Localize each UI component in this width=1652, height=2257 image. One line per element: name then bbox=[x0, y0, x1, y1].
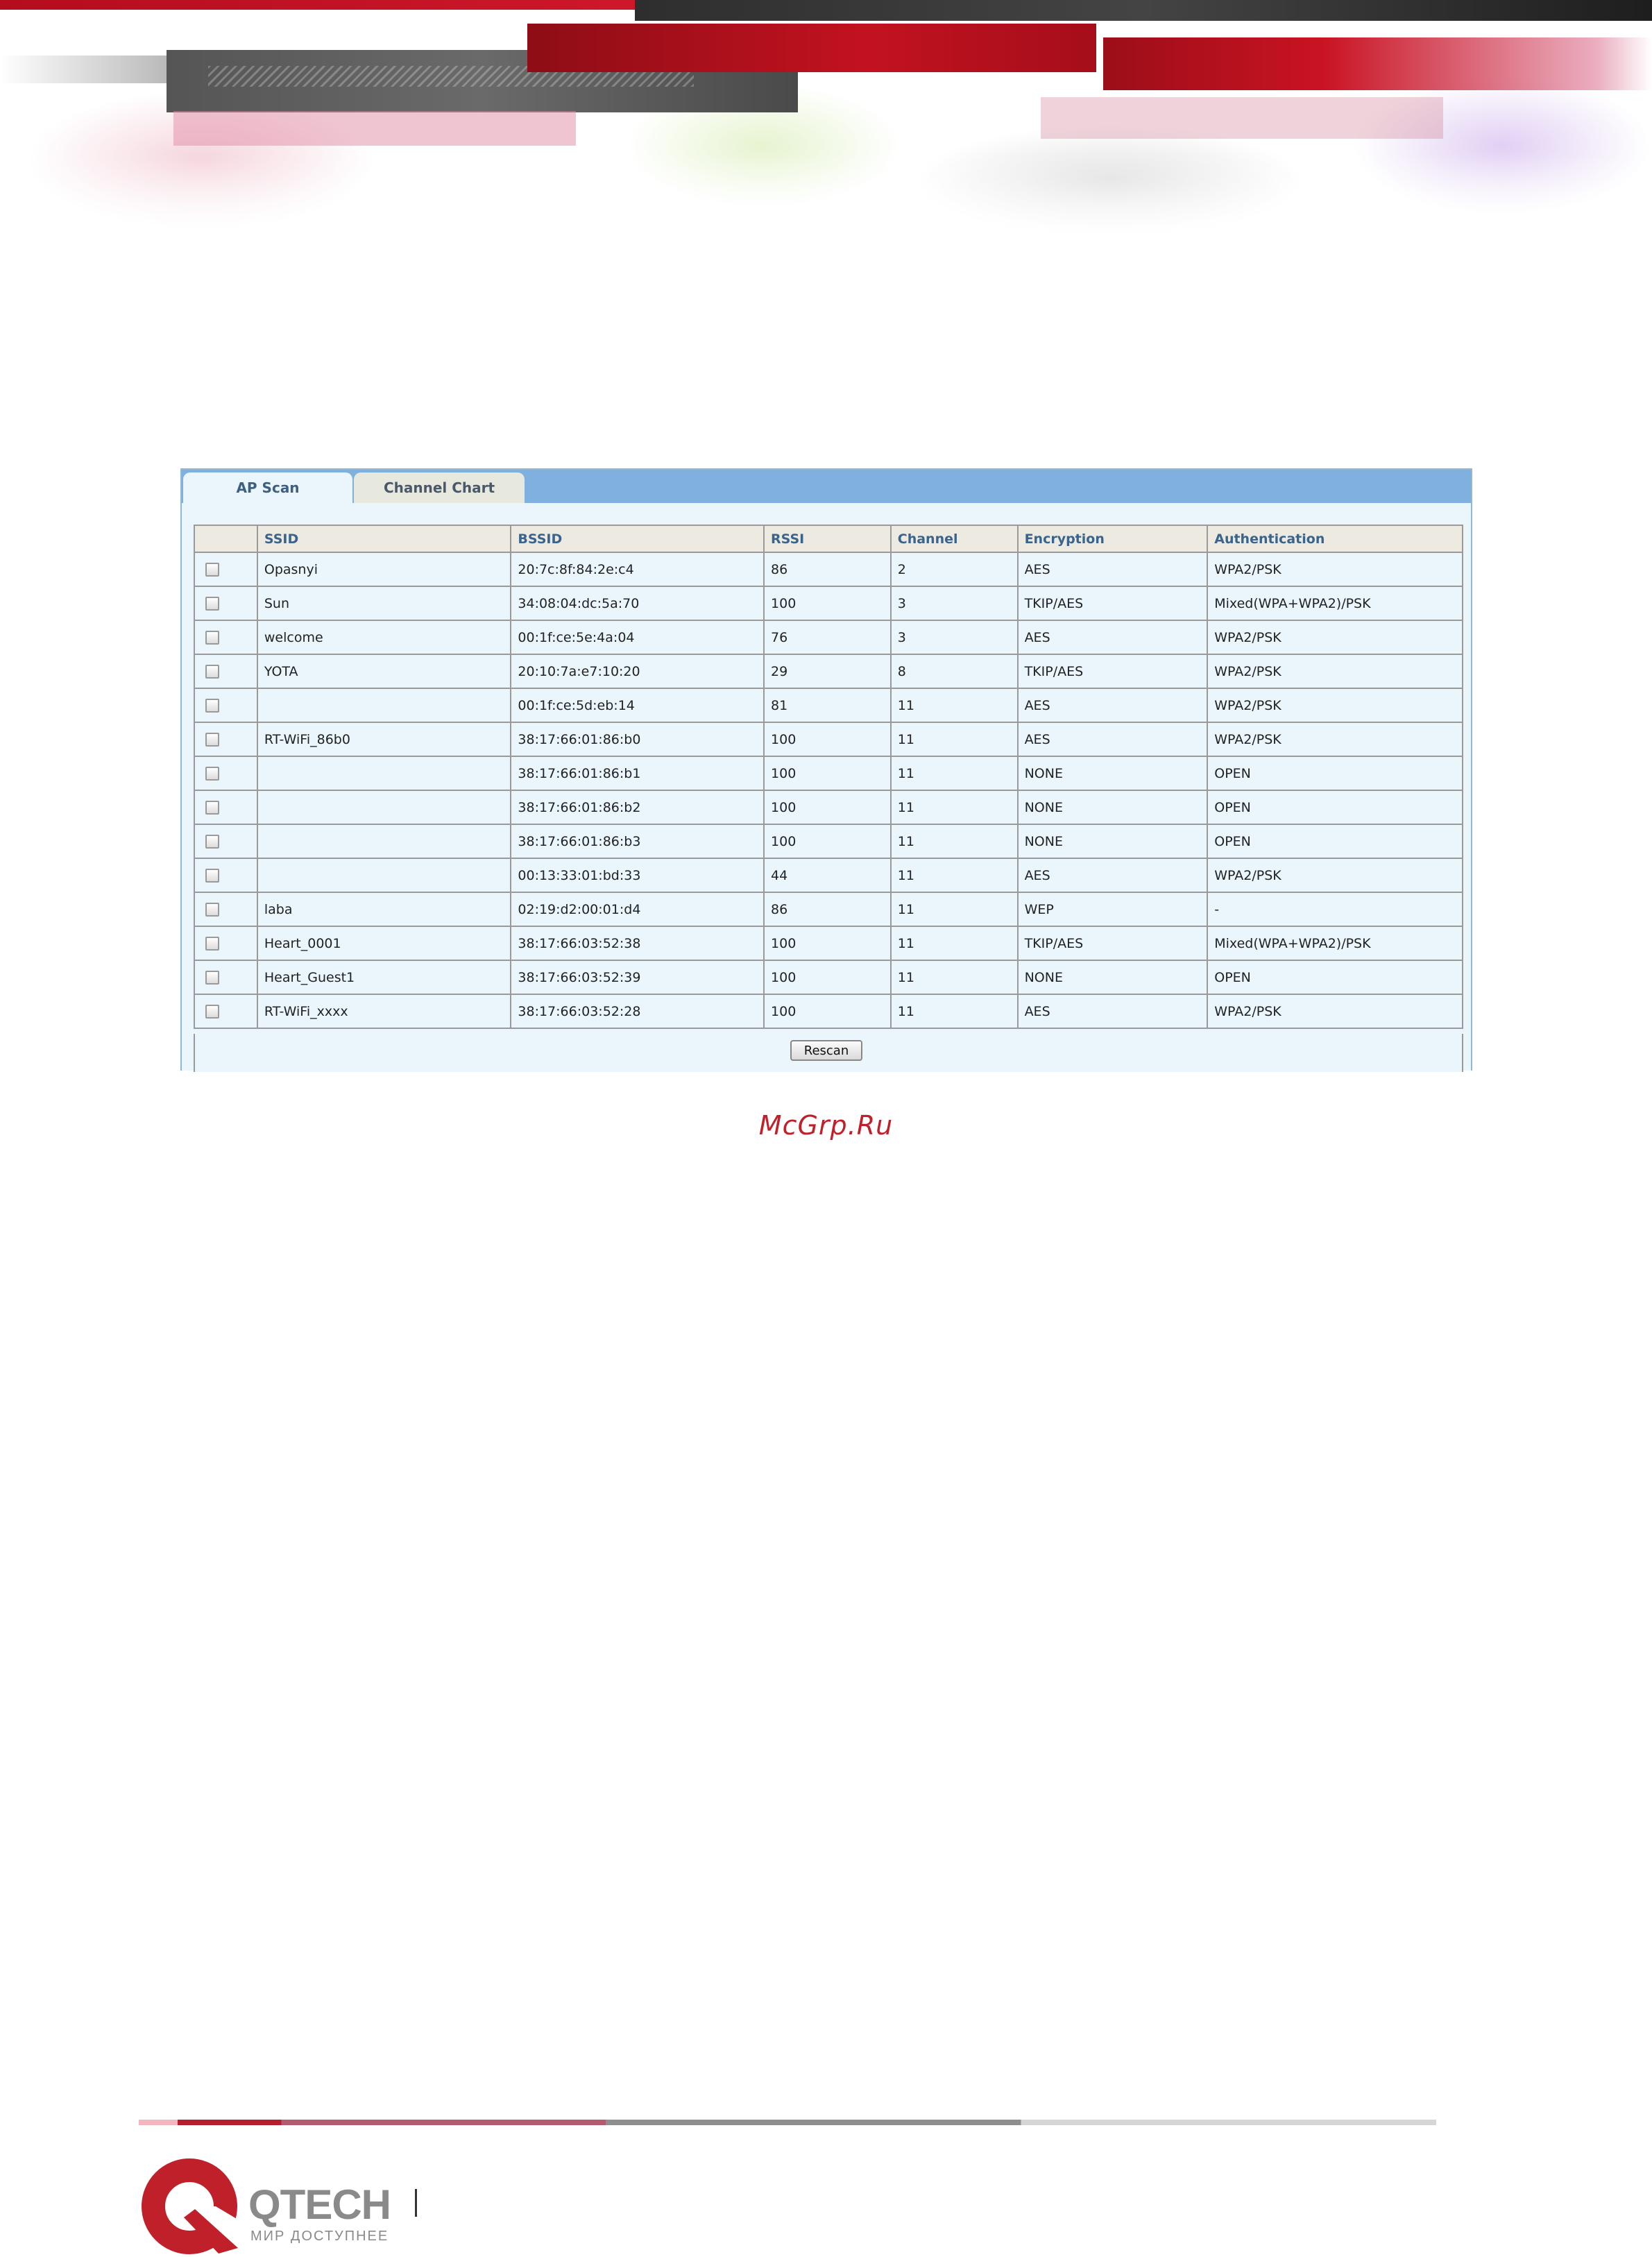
brand-name: QTECH bbox=[248, 2181, 391, 2228]
header-channel[interactable]: Channel bbox=[891, 525, 1018, 552]
row-select-cell bbox=[194, 722, 257, 756]
row-select-cell bbox=[194, 552, 257, 586]
cell-authentication: WPA2/PSK bbox=[1207, 994, 1463, 1028]
row-select-cell bbox=[194, 858, 257, 892]
row-select-cell bbox=[194, 824, 257, 858]
cell-channel: 11 bbox=[891, 790, 1018, 824]
cell-ssid bbox=[257, 756, 511, 790]
cell-channel: 8 bbox=[891, 654, 1018, 688]
table-row bbox=[194, 824, 1463, 858]
cell-bssid: 38:17:66:01:86:b1 bbox=[511, 756, 764, 790]
table-row bbox=[194, 654, 1463, 688]
cell-authentication: WPA2/PSK bbox=[1207, 858, 1463, 892]
cell-ssid bbox=[257, 858, 511, 892]
cell-rssi: 100 bbox=[764, 790, 891, 824]
cell-channel: 11 bbox=[891, 960, 1018, 994]
cell-encryption: AES bbox=[1018, 858, 1208, 892]
row-checkbox[interactable] bbox=[205, 665, 219, 679]
footer-divider-line bbox=[139, 2120, 1436, 2125]
tab-bar bbox=[182, 470, 1471, 503]
row-checkbox[interactable] bbox=[205, 835, 219, 849]
row-select-cell bbox=[194, 892, 257, 926]
table-row bbox=[194, 892, 1463, 926]
row-select-cell bbox=[194, 688, 257, 722]
table-row bbox=[194, 722, 1463, 756]
cell-bssid: 00:13:33:01:bd:33 bbox=[511, 858, 764, 892]
cell-ssid: Sun bbox=[257, 586, 511, 620]
cell-bssid: 38:17:66:03:52:28 bbox=[511, 994, 764, 1028]
row-checkbox[interactable] bbox=[205, 631, 219, 645]
cell-encryption: AES bbox=[1018, 688, 1208, 722]
header-banner bbox=[0, 0, 1652, 278]
header-authentication[interactable]: Authentication bbox=[1207, 525, 1463, 552]
cell-encryption: NONE bbox=[1018, 790, 1208, 824]
cell-encryption: AES bbox=[1018, 552, 1208, 586]
row-checkbox[interactable] bbox=[205, 903, 219, 917]
cell-encryption: TKIP/AES bbox=[1018, 926, 1208, 960]
row-checkbox[interactable] bbox=[205, 869, 219, 883]
row-checkbox[interactable] bbox=[205, 1005, 219, 1019]
cell-channel: 11 bbox=[891, 722, 1018, 756]
cell-ssid bbox=[257, 688, 511, 722]
cell-rssi: 100 bbox=[764, 824, 891, 858]
cell-encryption: AES bbox=[1018, 994, 1208, 1028]
row-select-cell bbox=[194, 790, 257, 824]
cell-encryption: TKIP/AES bbox=[1018, 654, 1208, 688]
cell-rssi: 76 bbox=[764, 620, 891, 654]
cell-bssid: 00:1f:ce:5d:eb:14 bbox=[511, 688, 764, 722]
cell-rssi: 100 bbox=[764, 586, 891, 620]
row-checkbox[interactable] bbox=[205, 971, 219, 985]
cell-channel: 11 bbox=[891, 926, 1018, 960]
cell-channel: 11 bbox=[891, 994, 1018, 1028]
row-checkbox[interactable] bbox=[205, 699, 219, 713]
header-select bbox=[194, 525, 257, 552]
cell-bssid: 02:19:d2:00:01:d4 bbox=[511, 892, 764, 926]
footer-divider bbox=[415, 2189, 417, 2217]
header-ssid[interactable]: SSID bbox=[257, 525, 511, 552]
cell-ssid: Heart_Guest1 bbox=[257, 960, 511, 994]
header-rssi[interactable]: RSSI bbox=[764, 525, 891, 552]
row-select-cell bbox=[194, 620, 257, 654]
cell-rssi: 81 bbox=[764, 688, 891, 722]
cell-authentication: OPEN bbox=[1207, 756, 1463, 790]
cell-channel: 11 bbox=[891, 892, 1018, 926]
cell-encryption: AES bbox=[1018, 620, 1208, 654]
table-row bbox=[194, 688, 1463, 722]
ap-scan-panel bbox=[180, 468, 1472, 1071]
table-row bbox=[194, 620, 1463, 654]
brand-tagline: МИР ДОСТУПНЕЕ bbox=[250, 2229, 389, 2244]
cell-encryption: NONE bbox=[1018, 960, 1208, 994]
cell-ssid: RT-WiFi_86b0 bbox=[257, 722, 511, 756]
cell-bssid: 34:08:04:dc:5a:70 bbox=[511, 586, 764, 620]
cell-rssi: 29 bbox=[764, 654, 891, 688]
table-row bbox=[194, 858, 1463, 892]
cell-channel: 11 bbox=[891, 688, 1018, 722]
cell-channel: 11 bbox=[891, 756, 1018, 790]
cell-authentication: - bbox=[1207, 892, 1463, 926]
cell-ssid: welcome bbox=[257, 620, 511, 654]
cell-encryption: WEP bbox=[1018, 892, 1208, 926]
cell-ssid: Opasnyi bbox=[257, 552, 511, 586]
cell-channel: 11 bbox=[891, 858, 1018, 892]
cell-encryption: NONE bbox=[1018, 756, 1208, 790]
cell-rssi: 86 bbox=[764, 552, 891, 586]
cell-rssi: 100 bbox=[764, 960, 891, 994]
cell-rssi: 100 bbox=[764, 722, 891, 756]
tab-channel-chart[interactable]: Channel Chart bbox=[354, 472, 525, 503]
row-select-cell bbox=[194, 586, 257, 620]
table-header-row bbox=[194, 525, 1463, 552]
row-checkbox[interactable] bbox=[205, 597, 219, 611]
table-footer bbox=[194, 1034, 1463, 1072]
cell-bssid: 20:7c:8f:84:2e:c4 bbox=[511, 552, 764, 586]
tab-ap-scan[interactable]: AP Scan bbox=[183, 472, 352, 503]
cell-authentication: Mixed(WPA+WPA2)/PSK bbox=[1207, 926, 1463, 960]
cell-ssid: Heart_0001 bbox=[257, 926, 511, 960]
cell-rssi: 44 bbox=[764, 858, 891, 892]
cell-authentication: Mixed(WPA+WPA2)/PSK bbox=[1207, 586, 1463, 620]
row-select-cell bbox=[194, 926, 257, 960]
cell-bssid: 38:17:66:01:86:b3 bbox=[511, 824, 764, 858]
qtech-logo-icon bbox=[141, 2158, 245, 2257]
table-row bbox=[194, 790, 1463, 824]
cell-encryption: AES bbox=[1018, 722, 1208, 756]
table-row bbox=[194, 960, 1463, 994]
cell-ssid bbox=[257, 790, 511, 824]
cell-channel: 3 bbox=[891, 586, 1018, 620]
cell-authentication: WPA2/PSK bbox=[1207, 722, 1463, 756]
header-encryption[interactable]: Encryption bbox=[1018, 525, 1208, 552]
header-bssid[interactable]: BSSID bbox=[511, 525, 764, 552]
cell-bssid: 38:17:66:03:52:39 bbox=[511, 960, 764, 994]
row-checkbox[interactable] bbox=[205, 801, 219, 815]
table-row bbox=[194, 552, 1463, 586]
cell-channel: 3 bbox=[891, 620, 1018, 654]
cell-authentication: OPEN bbox=[1207, 790, 1463, 824]
row-select-cell bbox=[194, 654, 257, 688]
row-select-cell bbox=[194, 994, 257, 1028]
row-checkbox[interactable] bbox=[205, 767, 219, 781]
cell-rssi: 100 bbox=[764, 926, 891, 960]
cell-rssi: 86 bbox=[764, 892, 891, 926]
cell-rssi: 100 bbox=[764, 994, 891, 1028]
cell-bssid: 38:17:66:03:52:38 bbox=[511, 926, 764, 960]
table-row bbox=[194, 586, 1463, 620]
row-select-cell bbox=[194, 960, 257, 994]
cell-authentication: WPA2/PSK bbox=[1207, 654, 1463, 688]
cell-encryption: TKIP/AES bbox=[1018, 586, 1208, 620]
cell-authentication: WPA2/PSK bbox=[1207, 552, 1463, 586]
cell-channel: 11 bbox=[891, 824, 1018, 858]
cell-encryption: NONE bbox=[1018, 824, 1208, 858]
table-row bbox=[194, 926, 1463, 960]
cell-ssid bbox=[257, 824, 511, 858]
cell-bssid: 00:1f:ce:5e:4a:04 bbox=[511, 620, 764, 654]
cell-bssid: 38:17:66:01:86:b2 bbox=[511, 790, 764, 824]
cell-authentication: WPA2/PSK bbox=[1207, 688, 1463, 722]
rescan-button[interactable]: Rescan bbox=[790, 1040, 862, 1061]
watermark: McGrp.Ru bbox=[758, 1110, 894, 1141]
cell-ssid: RT-WiFi_xxxx bbox=[257, 994, 511, 1028]
cell-ssid: YOTA bbox=[257, 654, 511, 688]
row-checkbox[interactable] bbox=[205, 563, 219, 577]
cell-bssid: 38:17:66:01:86:b0 bbox=[511, 722, 764, 756]
table-row bbox=[194, 994, 1463, 1028]
row-checkbox[interactable] bbox=[205, 733, 219, 747]
cell-authentication: WPA2/PSK bbox=[1207, 620, 1463, 654]
cell-rssi: 100 bbox=[764, 756, 891, 790]
table-row bbox=[194, 756, 1463, 790]
cell-ssid: laba bbox=[257, 892, 511, 926]
cell-authentication: OPEN bbox=[1207, 824, 1463, 858]
ap-scan-table bbox=[194, 525, 1463, 1029]
cell-channel: 2 bbox=[891, 552, 1018, 586]
row-select-cell bbox=[194, 756, 257, 790]
cell-bssid: 20:10:7a:e7:10:20 bbox=[511, 654, 764, 688]
row-checkbox[interactable] bbox=[205, 937, 219, 951]
cell-authentication: OPEN bbox=[1207, 960, 1463, 994]
